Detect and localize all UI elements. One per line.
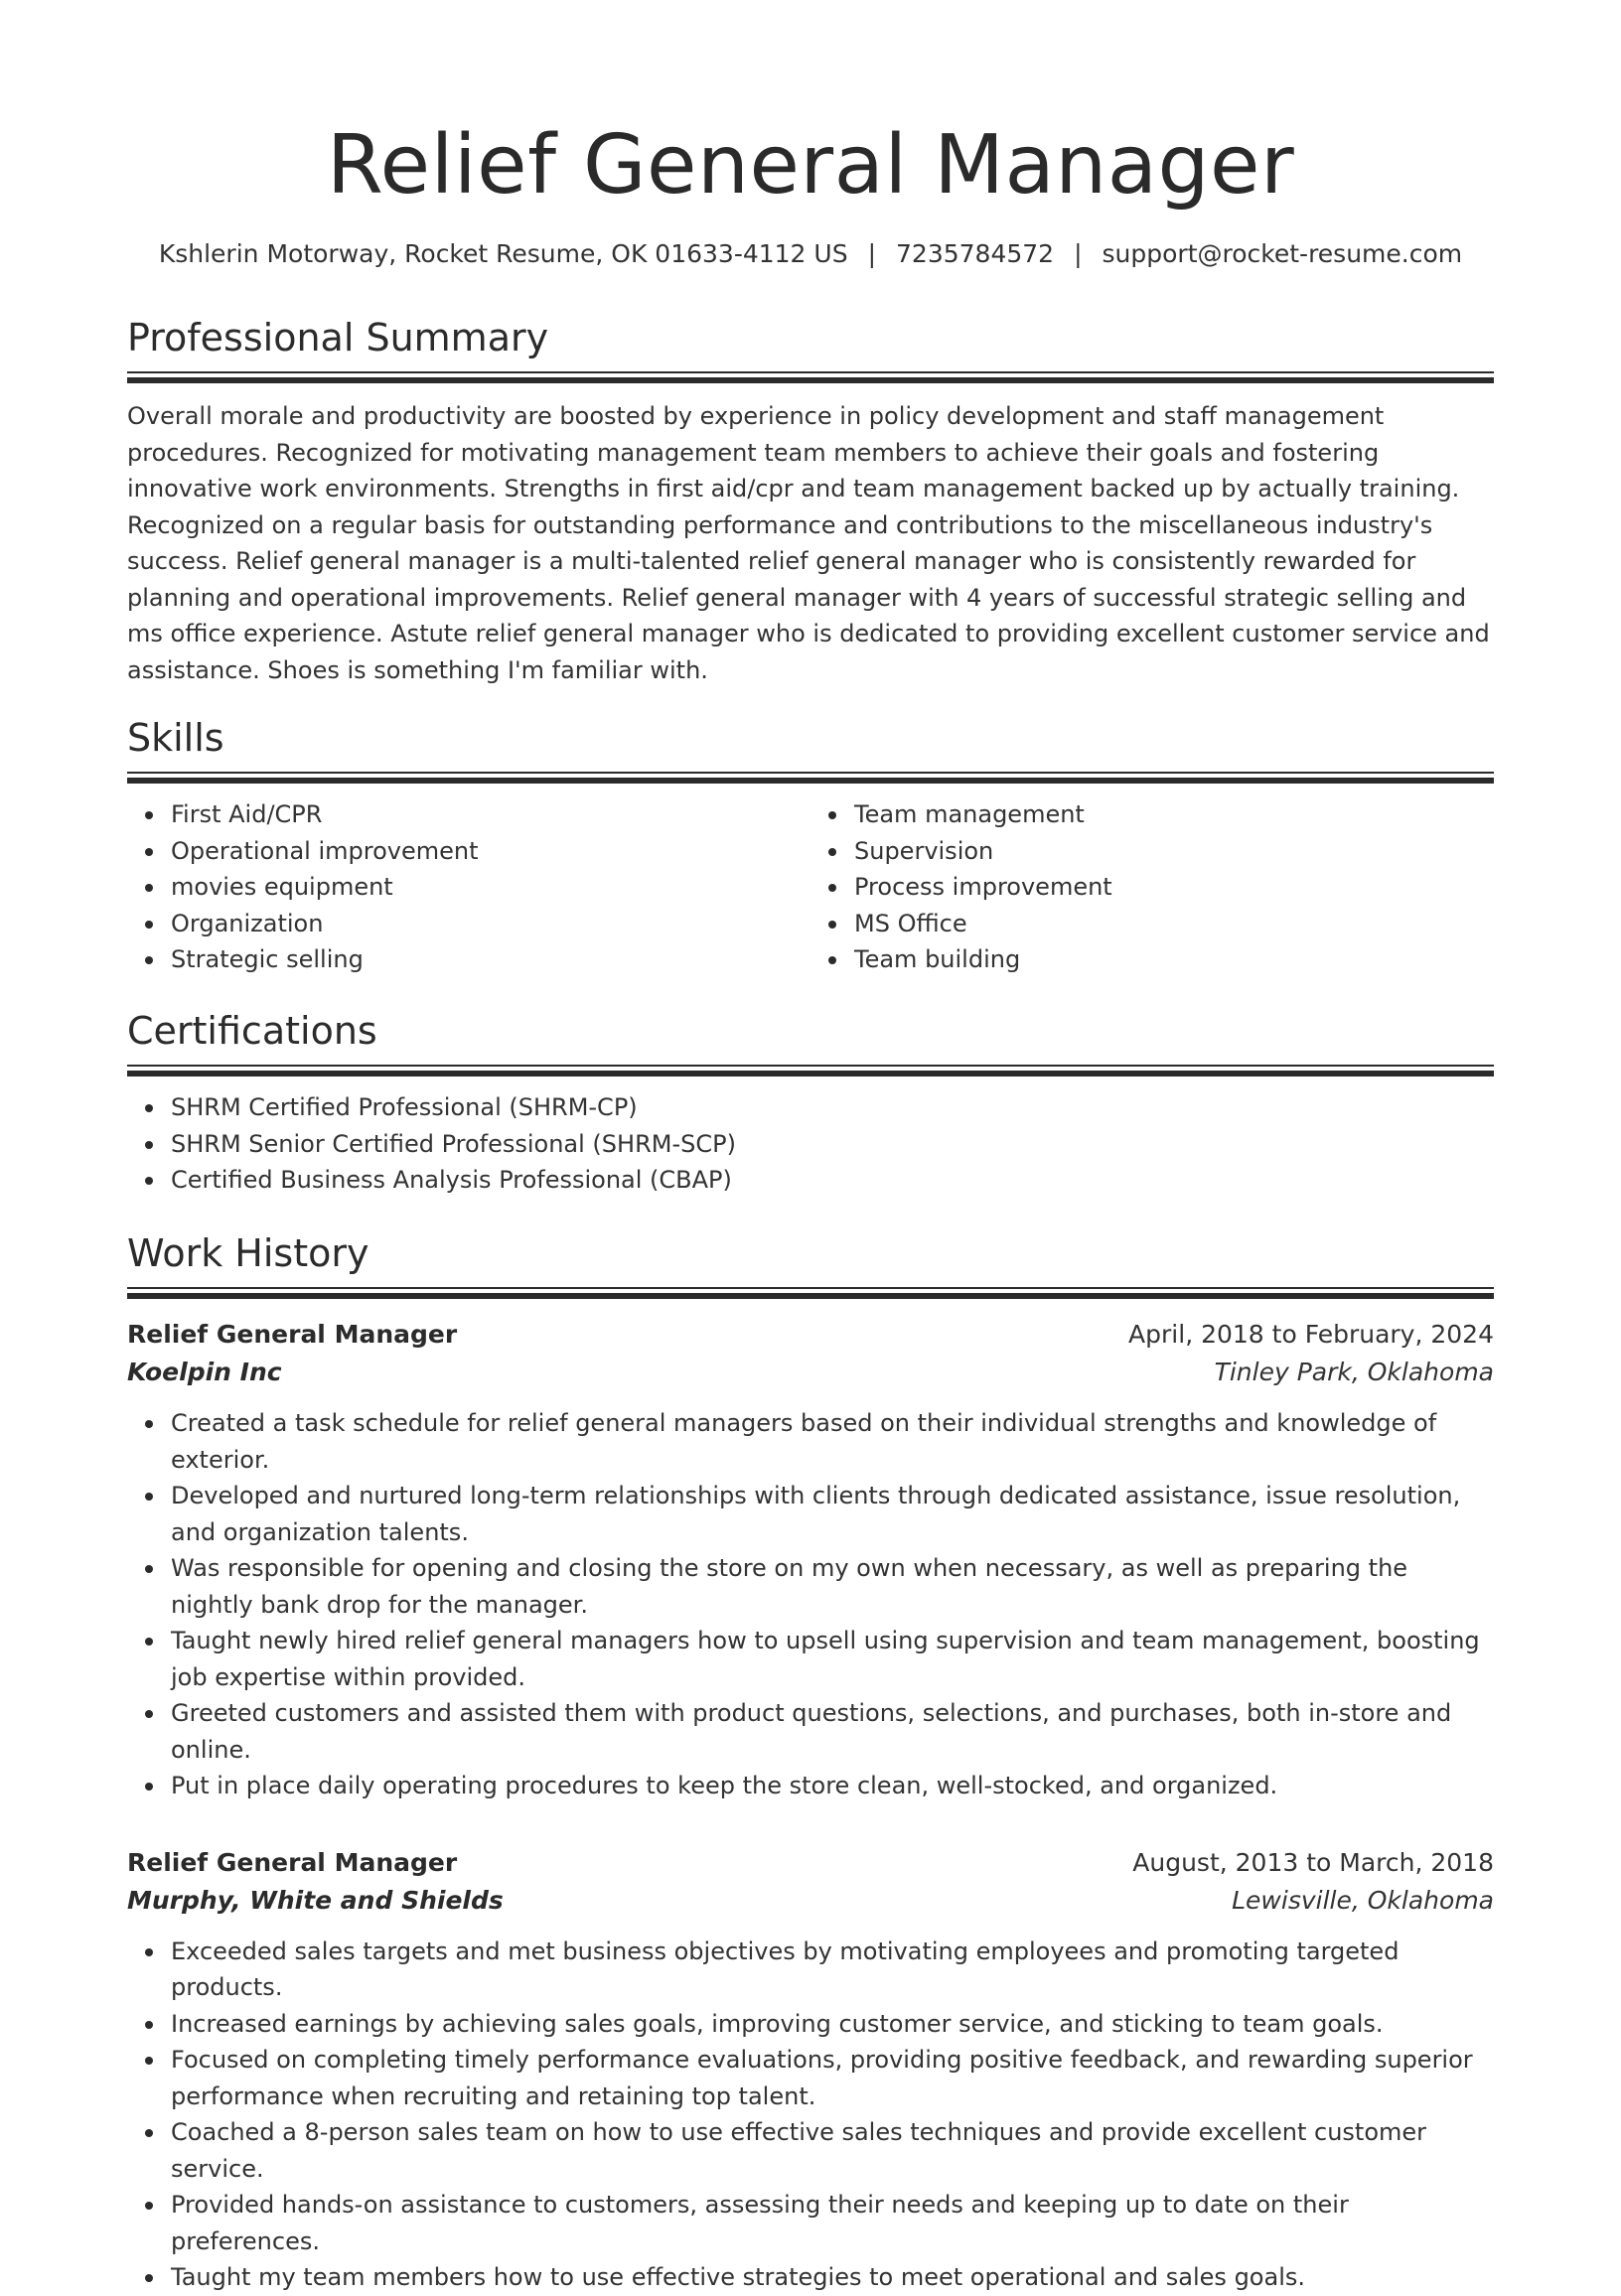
job-title: Relief General Manager [127, 1847, 458, 1877]
job-bullet: Provided hands-on assistance to customers, assessing their needs and keeping up to date on their preferences. [171, 2187, 1494, 2259]
job-bullet: Put in place daily operating procedures to keep the store clean, well-stocked, and organized. [171, 1768, 1494, 1804]
job-bullets [127, 1405, 1494, 1804]
contact-separator: | [867, 239, 877, 268]
certifications-section [127, 1005, 1494, 1199]
section-heading-certifications: Certifications [127, 1009, 377, 1053]
job-bullet: Coached a 8-person sales team on how to use effective sales techniques and provide excellent customer service. [171, 2114, 1494, 2187]
job-bullet: Was responsible for opening and closing the store on my own when necessary, as well as preparing the nightly bank drop for the manager. [171, 1550, 1494, 1623]
skills-list-left [127, 796, 810, 978]
summary-text: Overall morale and productivity are boosted by experience in policy development and staff management procedures. Recognized for motivating management team members to achieve their goals and fostering innovative work environments. Strengths in first aid/cpr and team management backed up by actually training. Recognized on a regular basis for outstanding performance and contributions to the miscellaneous industry's success. Relief general manager is a multi-talented relief general manager who is consistently rewarded for planning and operational improvements. Relief general manager with 4 years of successful strategic selling and ms office experience. Astute relief general manager who is dedicated to providing excellent customer service and assistance. Shoes is something I'm familiar with. [127, 402, 1490, 684]
job-bullet: Greeted customers and assisted them with product questions, selections, and purchases, both in-store and online. [171, 1695, 1494, 1768]
job-bullet: Taught newly hired relief general managers how to upsell using supervision and team management, boosting job expertise within provided. [171, 1623, 1494, 1695]
skill-item: Team building [854, 941, 1494, 978]
job-bullet: Developed and nurtured long-term relationships with clients through dedicated assistance, issue resolution, and organization talents. [171, 1478, 1494, 1550]
section-heading-skills: Skills [127, 716, 224, 760]
job-location: Tinley Park, Oklahoma [1214, 1358, 1494, 1386]
job-dates: April, 2018 to February, 2024 [1128, 1320, 1494, 1349]
job-header [127, 1316, 1494, 1354]
job-company: Murphy, White and Shields [127, 1885, 504, 1915]
skill-item: Strategic selling [171, 941, 810, 978]
certification-item: Certified Business Analysis Professional (CBAP) [171, 1162, 1494, 1199]
job-title: Relief General Manager [127, 1320, 458, 1349]
contact-separator: | [1074, 239, 1083, 268]
job-bullet: Focused on completing timely performance evaluations, providing positive feedback, and rewarding superior performance when recruiting and retaining top talent. [171, 2042, 1494, 2114]
section-heading-summary: Professional Summary [127, 316, 549, 359]
job-bullet: Exceeded sales targets and met business objectives by motivating employees and promoting targeted products. [171, 1934, 1494, 2006]
job-company: Koelpin Inc [127, 1358, 282, 1386]
skills-section [127, 712, 1494, 978]
work-history-section [127, 1227, 1494, 2296]
section-heading-work-history: Work History [127, 1231, 369, 1275]
job-bullet: Created a task schedule for relief general managers based on their individual strengths and knowledge of exterior. [171, 1405, 1494, 1478]
skill-item: Team management [854, 796, 1494, 833]
job-bullet: Increased earnings by achieving sales goals, improving customer service, and sticking to team goals. [171, 2006, 1494, 2043]
job-entry [127, 1316, 1494, 1804]
skill-item: First Aid/CPR [171, 796, 810, 833]
section-divider [127, 772, 1494, 785]
job-location: Lewisville, Oklahoma [1232, 1885, 1494, 1915]
skill-item: Operational improvement [171, 833, 810, 870]
skill-item: Organization [171, 906, 810, 942]
contact-email[interactable]: support@rocket-resume.com [1102, 239, 1463, 268]
skill-item: MS Office [854, 906, 1494, 942]
section-divider [127, 1287, 1494, 1300]
contact-line [127, 236, 1494, 272]
job-subheader [127, 1354, 1494, 1391]
summary-section [127, 312, 1494, 688]
skills-grid [127, 796, 1494, 978]
job-bullets [127, 1934, 1494, 2296]
job-header [127, 1844, 1494, 1882]
section-divider [127, 1065, 1494, 1077]
contact-address: Kshlerin Motorway, Rocket Resume, OK 01633-4112 US [158, 239, 848, 268]
job-bullet: Taught my team members how to use effective strategies to meet operational and sales goals. [171, 2259, 1494, 2296]
job-entry [127, 1844, 1494, 2296]
section-divider [127, 371, 1494, 384]
job-subheader [127, 1882, 1494, 1920]
job-dates: August, 2013 to March, 2018 [1132, 1847, 1494, 1877]
skill-item: movies equipment [171, 869, 810, 906]
certification-item: SHRM Certified Professional (SHRM-CP) [171, 1089, 1494, 1126]
skills-list-right [810, 796, 1494, 978]
certification-item: SHRM Senior Certified Professional (SHRM-SCP) [171, 1126, 1494, 1163]
certifications-list [127, 1089, 1494, 1199]
contact-phone[interactable]: 7235784572 [896, 239, 1055, 268]
skill-item: Process improvement [854, 869, 1494, 906]
page-title: Relief General Manager [326, 118, 1295, 213]
skill-item: Supervision [854, 833, 1494, 870]
